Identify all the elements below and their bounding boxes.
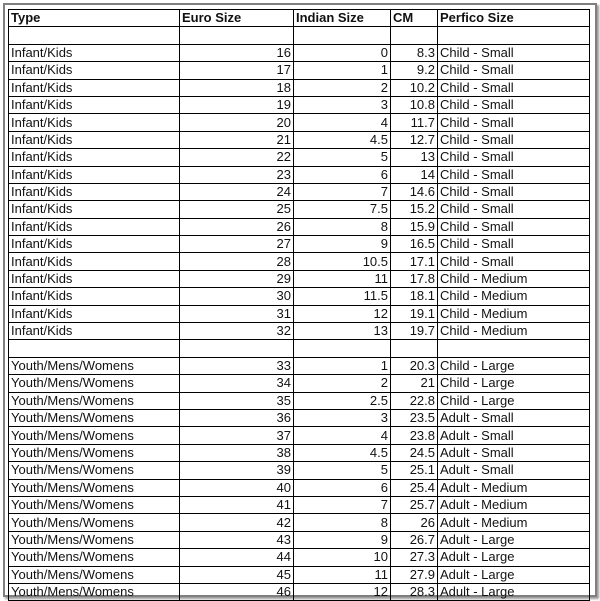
cell-type: Infant/Kids bbox=[9, 166, 180, 183]
cell-cm: 17.8 bbox=[391, 270, 438, 287]
cell-cm: 10.2 bbox=[391, 79, 438, 96]
cell-perfico-size: Child - Medium bbox=[438, 323, 590, 340]
cell-euro-size: 23 bbox=[180, 166, 294, 183]
cell-indian-size: 4.5 bbox=[294, 444, 391, 461]
table-row bbox=[9, 201, 590, 218]
cell-type: Youth/Mens/Womens bbox=[9, 566, 180, 583]
cell-perfico-size: Child - Small bbox=[438, 183, 590, 200]
cell-type: Youth/Mens/Womens bbox=[9, 514, 180, 531]
cell-perfico-size: Child - Small bbox=[438, 149, 590, 166]
cell-type: Infant/Kids bbox=[9, 131, 180, 148]
table-row bbox=[9, 166, 590, 183]
cell-euro-size: 44 bbox=[180, 549, 294, 566]
cell-type: Infant/Kids bbox=[9, 236, 180, 253]
cell-indian-size bbox=[294, 27, 391, 44]
cell-cm: 24.5 bbox=[391, 444, 438, 461]
cell-indian-size: 6 bbox=[294, 479, 391, 496]
table-row bbox=[9, 253, 590, 270]
cell-indian-size: 11.5 bbox=[294, 288, 391, 305]
cell-perfico-size: Adult - Medium bbox=[438, 514, 590, 531]
cell-cm: 18.1 bbox=[391, 288, 438, 305]
table-row bbox=[9, 427, 590, 444]
cell-indian-size: 3 bbox=[294, 96, 391, 113]
header-type: Type bbox=[9, 10, 180, 27]
cell-indian-size: 10.5 bbox=[294, 253, 391, 270]
cell-perfico-size: Child - Large bbox=[438, 392, 590, 409]
cell-perfico-size: Child - Small bbox=[438, 79, 590, 96]
cell-euro-size: 32 bbox=[180, 323, 294, 340]
cell-type: Infant/Kids bbox=[9, 79, 180, 96]
cell-cm: 22.8 bbox=[391, 392, 438, 409]
cell-type: Infant/Kids bbox=[9, 44, 180, 61]
table-row bbox=[9, 566, 590, 583]
cell-cm: 19.7 bbox=[391, 323, 438, 340]
cell-perfico-size: Child - Large bbox=[438, 357, 590, 374]
table-row bbox=[9, 270, 590, 287]
cell-type: Youth/Mens/Womens bbox=[9, 462, 180, 479]
cell-euro-size: 39 bbox=[180, 462, 294, 479]
cell-euro-size: 34 bbox=[180, 375, 294, 392]
cell-cm: 20.3 bbox=[391, 357, 438, 374]
cell-cm: 8.3 bbox=[391, 44, 438, 61]
cell-perfico-size: Child - Small bbox=[438, 44, 590, 61]
cell-perfico-size bbox=[438, 27, 590, 44]
cell-type: Infant/Kids bbox=[9, 201, 180, 218]
cell-cm: 12.7 bbox=[391, 131, 438, 148]
cell-indian-size: 12 bbox=[294, 583, 391, 600]
cell-perfico-size: Child - Small bbox=[438, 218, 590, 235]
table-row bbox=[9, 583, 590, 600]
cell-euro-size: 27 bbox=[180, 236, 294, 253]
table-row bbox=[9, 479, 590, 496]
table-row bbox=[9, 114, 590, 131]
cell-indian-size: 5 bbox=[294, 462, 391, 479]
cell-euro-size: 22 bbox=[180, 149, 294, 166]
table-row bbox=[9, 305, 590, 322]
cell-perfico-size: Adult - Medium bbox=[438, 496, 590, 513]
cell-euro-size: 31 bbox=[180, 305, 294, 322]
table-row bbox=[9, 288, 590, 305]
cell-type: Youth/Mens/Womens bbox=[9, 583, 180, 600]
table-row bbox=[9, 96, 590, 113]
table-row bbox=[9, 236, 590, 253]
cell-perfico-size: Child - Small bbox=[438, 114, 590, 131]
table-row bbox=[9, 375, 590, 392]
table-row bbox=[9, 357, 590, 374]
cell-euro-size: 28 bbox=[180, 253, 294, 270]
table-row bbox=[9, 183, 590, 200]
table-row bbox=[9, 131, 590, 148]
cell-cm: 25.1 bbox=[391, 462, 438, 479]
cell-cm: 25.4 bbox=[391, 479, 438, 496]
cell-perfico-size: Adult - Small bbox=[438, 444, 590, 461]
cell-cm: 13 bbox=[391, 149, 438, 166]
cell-euro-size: 20 bbox=[180, 114, 294, 131]
cell-type: Youth/Mens/Womens bbox=[9, 427, 180, 444]
cell-indian-size: 2.5 bbox=[294, 392, 391, 409]
table-row bbox=[9, 27, 590, 44]
cell-euro-size: 18 bbox=[180, 79, 294, 96]
header-euro-size: Euro Size bbox=[180, 10, 294, 27]
header-indian-size: Indian Size bbox=[294, 10, 391, 27]
cell-indian-size: 4.5 bbox=[294, 131, 391, 148]
cell-indian-size: 1 bbox=[294, 62, 391, 79]
cell-euro-size bbox=[180, 27, 294, 44]
table-row bbox=[9, 340, 590, 357]
cell-indian-size: 9 bbox=[294, 531, 391, 548]
cell-indian-size bbox=[294, 340, 391, 357]
cell-perfico-size bbox=[438, 340, 590, 357]
cell-euro-size: 26 bbox=[180, 218, 294, 235]
table-row bbox=[9, 392, 590, 409]
cell-euro-size: 42 bbox=[180, 514, 294, 531]
cell-type: Youth/Mens/Womens bbox=[9, 392, 180, 409]
cell-indian-size: 3 bbox=[294, 409, 391, 426]
cell-perfico-size: Adult - Small bbox=[438, 409, 590, 426]
cell-cm: 28.3 bbox=[391, 583, 438, 600]
cell-perfico-size: Adult - Small bbox=[438, 427, 590, 444]
cell-indian-size: 8 bbox=[294, 218, 391, 235]
cell-perfico-size: Child - Large bbox=[438, 375, 590, 392]
cell-type: Youth/Mens/Womens bbox=[9, 531, 180, 548]
cell-cm: 27.3 bbox=[391, 549, 438, 566]
table-row bbox=[9, 462, 590, 479]
cell-perfico-size: Child - Small bbox=[438, 236, 590, 253]
cell-cm: 26.7 bbox=[391, 531, 438, 548]
size-chart-frame bbox=[3, 3, 597, 600]
cell-euro-size: 24 bbox=[180, 183, 294, 200]
cell-type: Youth/Mens/Womens bbox=[9, 549, 180, 566]
cell-cm: 10.8 bbox=[391, 96, 438, 113]
cell-euro-size: 40 bbox=[180, 479, 294, 496]
cell-cm: 14 bbox=[391, 166, 438, 183]
cell-perfico-size: Child - Medium bbox=[438, 305, 590, 322]
cell-indian-size: 13 bbox=[294, 323, 391, 340]
cell-indian-size: 6 bbox=[294, 166, 391, 183]
cell-type bbox=[9, 340, 180, 357]
cell-indian-size: 11 bbox=[294, 270, 391, 287]
table-row bbox=[9, 323, 590, 340]
table-row bbox=[9, 444, 590, 461]
cell-cm: 15.9 bbox=[391, 218, 438, 235]
cell-cm: 11.7 bbox=[391, 114, 438, 131]
cell-perfico-size: Child - Small bbox=[438, 62, 590, 79]
table-row bbox=[9, 531, 590, 548]
cell-indian-size: 7.5 bbox=[294, 201, 391, 218]
cell-cm bbox=[391, 27, 438, 44]
cell-indian-size: 8 bbox=[294, 514, 391, 531]
cell-type: Youth/Mens/Womens bbox=[9, 375, 180, 392]
cell-type: Infant/Kids bbox=[9, 183, 180, 200]
cell-type: Youth/Mens/Womens bbox=[9, 409, 180, 426]
cell-indian-size: 2 bbox=[294, 375, 391, 392]
cell-euro-size: 43 bbox=[180, 531, 294, 548]
table-row bbox=[9, 496, 590, 513]
cell-euro-size: 30 bbox=[180, 288, 294, 305]
cell-indian-size: 0 bbox=[294, 44, 391, 61]
cell-type: Youth/Mens/Womens bbox=[9, 444, 180, 461]
cell-cm: 15.2 bbox=[391, 201, 438, 218]
size-chart-table bbox=[8, 9, 590, 601]
cell-indian-size: 9 bbox=[294, 236, 391, 253]
cell-type: Youth/Mens/Womens bbox=[9, 496, 180, 513]
cell-cm: 23.5 bbox=[391, 409, 438, 426]
cell-type: Infant/Kids bbox=[9, 149, 180, 166]
cell-perfico-size: Adult - Large bbox=[438, 531, 590, 548]
cell-euro-size: 17 bbox=[180, 62, 294, 79]
size-chart-body bbox=[9, 27, 590, 601]
cell-euro-size: 33 bbox=[180, 357, 294, 374]
table-row bbox=[9, 62, 590, 79]
cell-cm: 23.8 bbox=[391, 427, 438, 444]
table-row bbox=[9, 514, 590, 531]
table-row bbox=[9, 79, 590, 96]
cell-euro-size: 29 bbox=[180, 270, 294, 287]
table-row bbox=[9, 409, 590, 426]
table-row bbox=[9, 44, 590, 61]
cell-perfico-size: Child - Small bbox=[438, 96, 590, 113]
cell-type: Infant/Kids bbox=[9, 323, 180, 340]
cell-cm: 9.2 bbox=[391, 62, 438, 79]
cell-cm: 25.7 bbox=[391, 496, 438, 513]
cell-euro-size: 45 bbox=[180, 566, 294, 583]
cell-indian-size: 1 bbox=[294, 357, 391, 374]
cell-indian-size: 11 bbox=[294, 566, 391, 583]
cell-type: Youth/Mens/Womens bbox=[9, 479, 180, 496]
cell-indian-size: 10 bbox=[294, 549, 391, 566]
cell-perfico-size: Adult - Small bbox=[438, 462, 590, 479]
cell-euro-size: 36 bbox=[180, 409, 294, 426]
cell-cm: 26 bbox=[391, 514, 438, 531]
cell-type: Infant/Kids bbox=[9, 288, 180, 305]
cell-perfico-size: Adult - Large bbox=[438, 566, 590, 583]
cell-indian-size: 7 bbox=[294, 496, 391, 513]
cell-perfico-size: Child - Small bbox=[438, 253, 590, 270]
cell-perfico-size: Child - Small bbox=[438, 201, 590, 218]
cell-type: Youth/Mens/Womens bbox=[9, 357, 180, 374]
cell-perfico-size: Adult - Large bbox=[438, 583, 590, 600]
cell-cm: 21 bbox=[391, 375, 438, 392]
cell-cm: 16.5 bbox=[391, 236, 438, 253]
cell-type bbox=[9, 27, 180, 44]
cell-cm: 19.1 bbox=[391, 305, 438, 322]
cell-euro-size: 16 bbox=[180, 44, 294, 61]
cell-indian-size: 12 bbox=[294, 305, 391, 322]
cell-indian-size: 4 bbox=[294, 427, 391, 444]
cell-perfico-size: Child - Medium bbox=[438, 288, 590, 305]
cell-cm: 27.9 bbox=[391, 566, 438, 583]
cell-euro-size: 41 bbox=[180, 496, 294, 513]
cell-type: Infant/Kids bbox=[9, 62, 180, 79]
cell-perfico-size: Child - Small bbox=[438, 131, 590, 148]
cell-indian-size: 5 bbox=[294, 149, 391, 166]
cell-type: Infant/Kids bbox=[9, 218, 180, 235]
cell-euro-size bbox=[180, 340, 294, 357]
cell-type: Infant/Kids bbox=[9, 270, 180, 287]
cell-euro-size: 25 bbox=[180, 201, 294, 218]
cell-euro-size: 19 bbox=[180, 96, 294, 113]
cell-indian-size: 4 bbox=[294, 114, 391, 131]
cell-cm: 14.6 bbox=[391, 183, 438, 200]
cell-euro-size: 37 bbox=[180, 427, 294, 444]
cell-cm: 17.1 bbox=[391, 253, 438, 270]
cell-type: Infant/Kids bbox=[9, 305, 180, 322]
cell-type: Infant/Kids bbox=[9, 96, 180, 113]
cell-cm bbox=[391, 340, 438, 357]
cell-euro-size: 35 bbox=[180, 392, 294, 409]
cell-perfico-size: Child - Medium bbox=[438, 270, 590, 287]
cell-perfico-size: Child - Small bbox=[438, 166, 590, 183]
header-cm: CM bbox=[391, 10, 438, 27]
table-row bbox=[9, 218, 590, 235]
header-perfico-size: Perfico Size bbox=[438, 10, 590, 27]
cell-perfico-size: Adult - Large bbox=[438, 549, 590, 566]
cell-perfico-size: Adult - Medium bbox=[438, 479, 590, 496]
cell-type: Infant/Kids bbox=[9, 253, 180, 270]
table-row bbox=[9, 149, 590, 166]
cell-euro-size: 46 bbox=[180, 583, 294, 600]
cell-euro-size: 38 bbox=[180, 444, 294, 461]
cell-type: Infant/Kids bbox=[9, 114, 180, 131]
cell-indian-size: 7 bbox=[294, 183, 391, 200]
cell-indian-size: 2 bbox=[294, 79, 391, 96]
cell-euro-size: 21 bbox=[180, 131, 294, 148]
header-row bbox=[9, 10, 590, 27]
table-row bbox=[9, 549, 590, 566]
